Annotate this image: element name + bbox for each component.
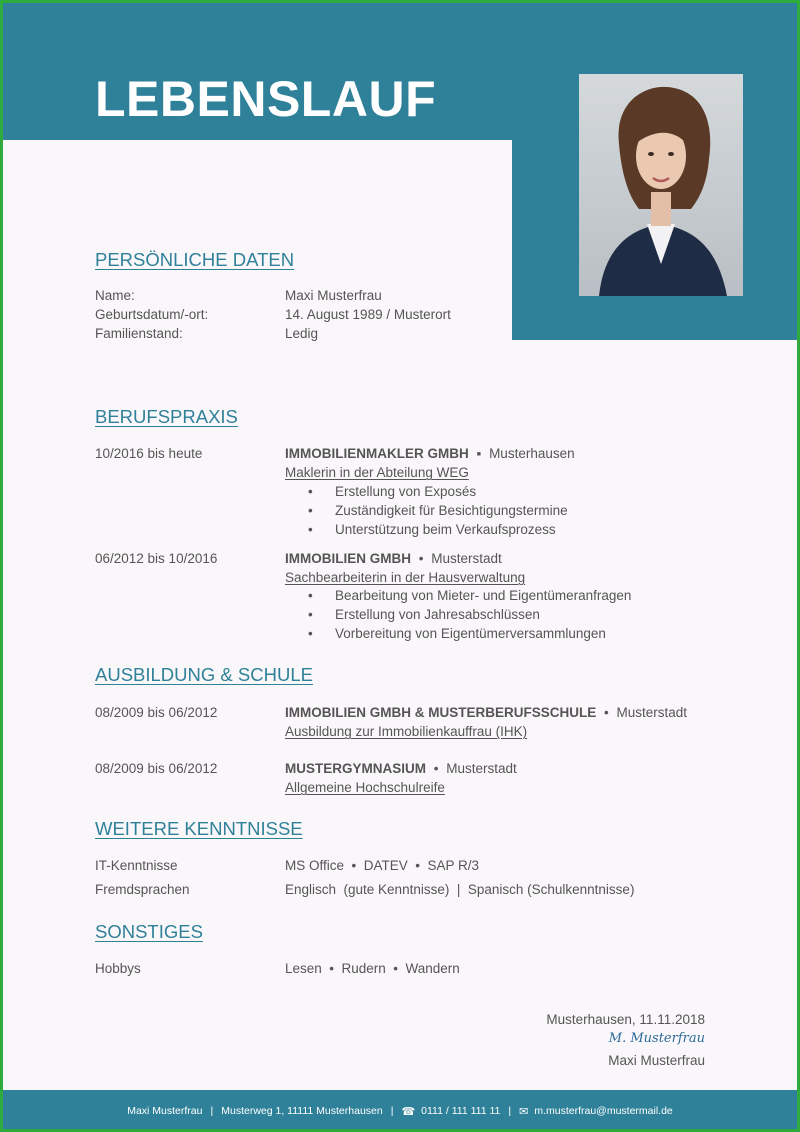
list-item: • Vorbereitung von Eigentümerversammlungen: [308, 624, 631, 643]
footer-email: m.musterfrau@mustermail.de: [534, 1105, 673, 1117]
company-location: Musterstadt: [431, 551, 502, 566]
row-value: Ledig: [285, 326, 319, 341]
task-list: [308, 586, 631, 643]
section-heading-education: AUSBILDUNG & SCHULE: [95, 664, 313, 685]
institution-name: IMMOBILIEN GMBH & MUSTERBERUFSSCHULE: [285, 705, 597, 720]
institution-name: MUSTERGYMNASIUM: [285, 761, 426, 776]
section-heading-personal: PERSÖNLICHE DATEN: [95, 249, 295, 270]
task-list: [308, 482, 568, 539]
row-label: Geburtsdatum/-ort:: [95, 307, 209, 322]
degree: Ausbildung zur Immobilienkauffrau (IHK): [285, 724, 528, 739]
degree: Allgemeine Hochschulreife: [285, 780, 445, 795]
separator-bullet: •: [418, 551, 424, 566]
row-value: Englisch (gute Kenntnisse) | Spanisch (Schulkenntnisse): [285, 882, 635, 897]
separator-bullet: •: [433, 761, 439, 776]
job-position: Sachbearbeiterin in der Hausverwaltung: [285, 570, 526, 585]
signature-place-date: Musterhausen, 11.11.2018: [546, 1012, 705, 1027]
envelope-icon: ✉: [519, 1105, 529, 1118]
row-value: 14. August 1989 / Musterort: [285, 307, 451, 322]
row-label: Familienstand:: [95, 326, 183, 341]
list-item: • Erstellung von Exposés: [308, 482, 568, 501]
footer-address: Musterweg 1, 11111 Musterhausen: [221, 1105, 383, 1117]
row-label: Name:: [95, 288, 135, 303]
footer-phone: 0111 / 111 111 11: [421, 1105, 501, 1117]
company-location: Musterhausen: [489, 446, 575, 461]
signature-name: Maxi Musterfrau: [608, 1053, 705, 1068]
row-label: IT-Kenntnisse: [95, 858, 178, 873]
separator-bullet: ▪: [476, 446, 482, 461]
institution-location: Musterstadt: [446, 761, 517, 776]
footer-name: Maxi Musterfrau: [127, 1105, 203, 1117]
row-value: Maxi Musterfrau: [285, 288, 382, 303]
list-item: • Erstellung von Jahresabschlüssen: [308, 605, 631, 624]
company-name: IMMOBILIEN GMBH: [285, 551, 411, 566]
list-item: • Bearbeitung von Mieter- und Eigentümeranfragen: [308, 586, 631, 605]
list-item: • Unterstützung beim Verkaufsprozess: [308, 520, 568, 539]
entry-company-line: [285, 549, 502, 568]
row-value: MS Office • DATEV • SAP R/3: [285, 858, 480, 873]
separator-bullet: •: [604, 705, 609, 720]
row-label: Hobbys: [95, 961, 141, 976]
list-item: • Zuständigkeit für Besichtigungstermine: [308, 501, 568, 520]
footer-bar: [0, 1090, 800, 1132]
entry-period: 08/2009 bis 06/2012: [95, 705, 218, 720]
row-value: Lesen • Rudern • Wandern: [285, 961, 460, 976]
handwritten-signature: M. Musterfrau: [608, 1031, 705, 1046]
footer-divider: |: [508, 1105, 512, 1117]
job-position: Maklerin in der Abteilung WEG: [285, 465, 469, 480]
entry-period: 08/2009 bis 06/2012: [95, 761, 218, 776]
entry-period: 10/2016 bis heute: [95, 446, 203, 461]
section-heading-skills: WEITERE KENNTNISSE: [95, 818, 303, 839]
row-label: Fremdsprachen: [95, 882, 190, 897]
section-heading-other: SONSTIGES: [95, 921, 203, 942]
footer-divider: |: [390, 1105, 394, 1117]
company-name: IMMOBILIENMAKLER GMBH: [285, 446, 469, 461]
portrait-photo: [579, 74, 743, 296]
entry-institution-line: [285, 703, 687, 722]
page-title: LEBENSLAUF: [95, 71, 437, 127]
section-heading-experience: BERUFSPRAXIS: [95, 406, 238, 427]
entry-institution-line: [285, 759, 517, 778]
institution-location: Musterstadt: [616, 705, 688, 720]
phone-icon: ☎: [401, 1105, 416, 1118]
entry-period: 06/2012 bis 10/2016: [95, 551, 218, 566]
footer-divider: |: [210, 1105, 214, 1117]
entry-company-line: [285, 444, 575, 463]
